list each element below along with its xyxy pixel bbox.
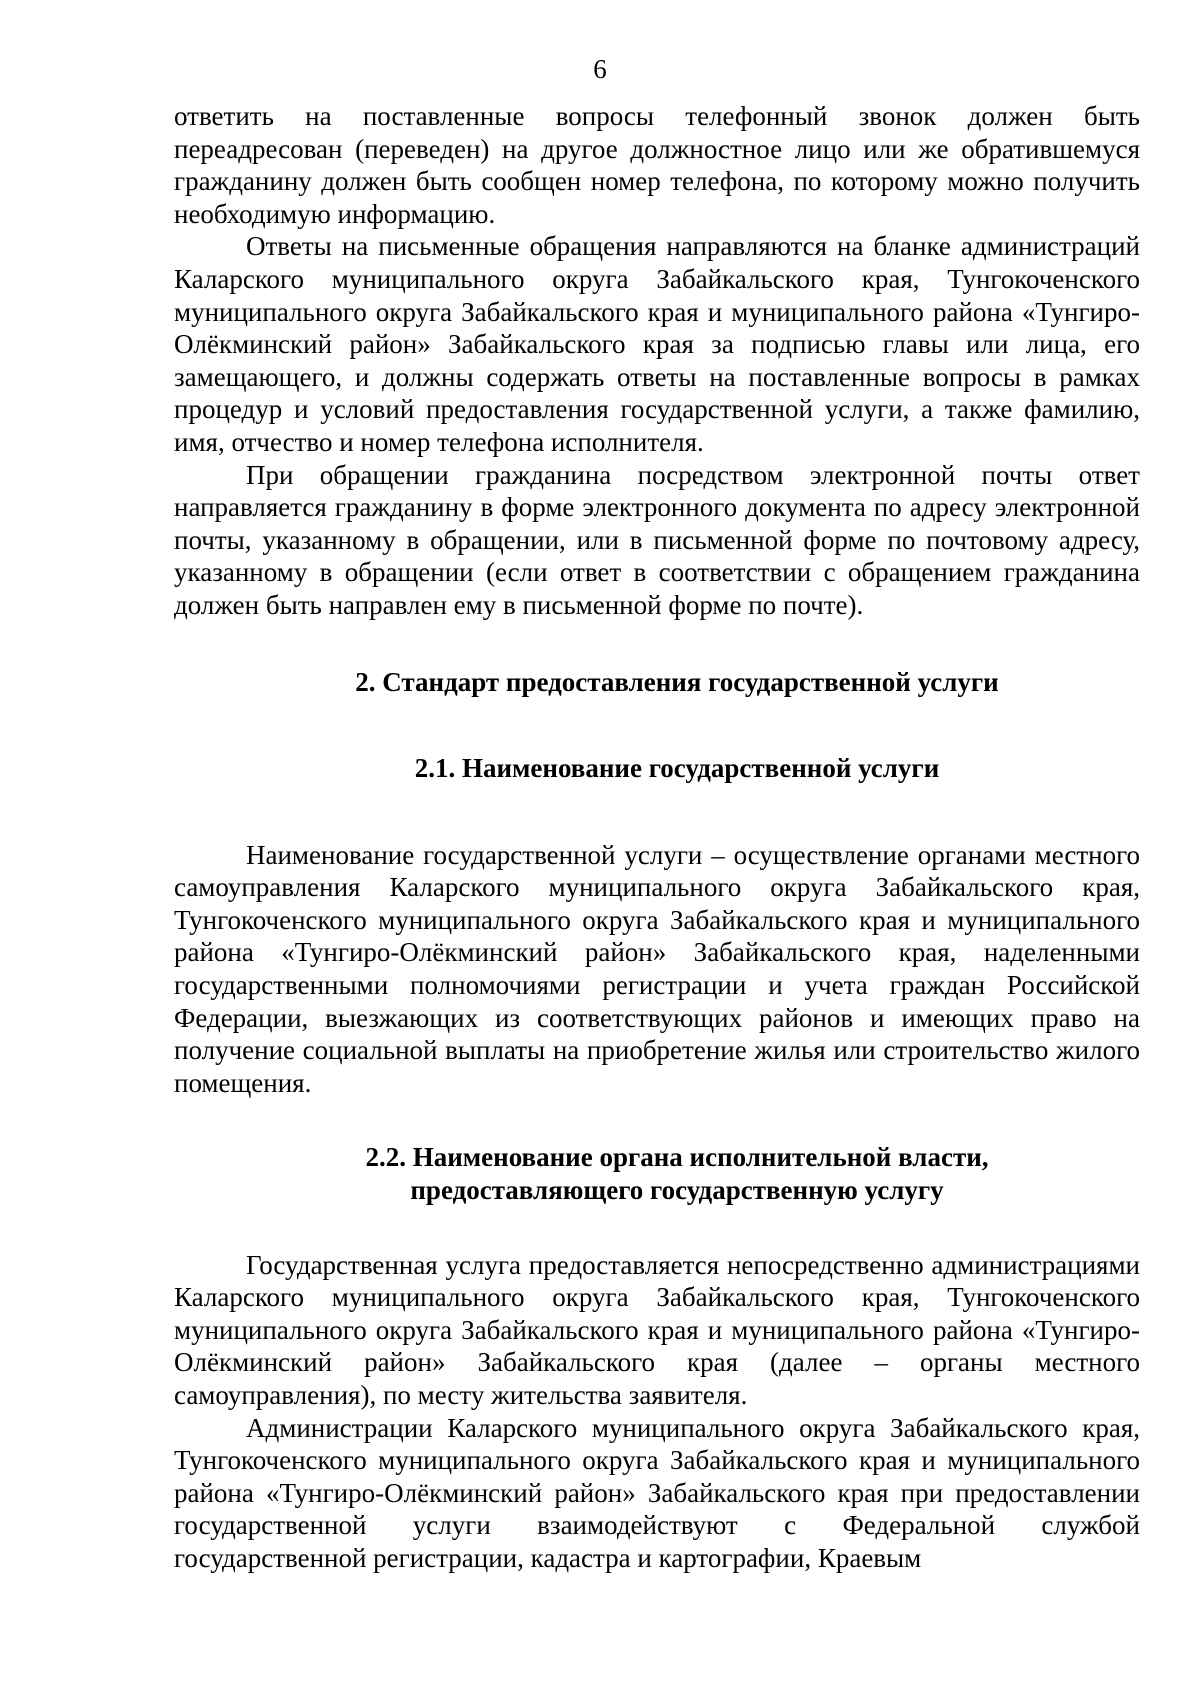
section-2-1-heading: 2.1. Наименование государственной услуги [414, 753, 940, 784]
paragraph-service-provider: Государственная услуга предоставляется непосредственно администрациями Каларского муниципального округа Забайкальского края, Тунгокоченского муниципального округа Забайкальского края и муниципального района «Тунгиро-Олёкминский район» Забайкальского края (далее – органы местного самоуправления), по месту жительства заявителя. [174, 1249, 1140, 1410]
section-2-2-heading-line2: предоставляющего государственную услугу [410, 1175, 944, 1206]
paragraph-service-name: Наименование государственной услуги – осуществление органами местного самоуправления Каларского муниципального округа Забайкальского края, Тунгокоченского муниципального округа Забайкальского края и муниципального района «Тунгиро-Олёкминский район» Забайкальского края, наделенными государственными полномочиями регистрации и учета граждан Российской Федерации, выезжающих из соответствующих районов и имеющих право на получение социальной выплаты на приобретение жилья или строительство жилого помещения. [174, 839, 1140, 1098]
page-number: 6 [593, 54, 607, 84]
section-2-heading: 2. Стандарт предоставления государственной услуги [355, 666, 999, 697]
paragraph-interaction: Администрации Каларского муниципального округа Забайкальского края, Тунгокоченского муниципального округа Забайкальского края и муниципального района «Тунгиро-Олёкминский район» Забайкальского края при предоставлении государственной услуги взаимодействуют с Федеральной службой государственной регистрации, кадастра и картографии, Краевым [174, 1412, 1140, 1573]
section-2-2-heading [174, 1141, 1140, 1206]
paragraph-continuation: ответить на поставленные вопросы телефонный звонок должен быть переадресован (переведен) на другое должностное лицо или же обратившемуся гражданину должен быть сообщен номер телефона, по которому можно получить необходимую информацию. [174, 101, 1140, 229]
document-body [174, 100, 1140, 1575]
section-2-2-heading-line1: 2.2. Наименование органа исполнительной власти, [365, 1142, 989, 1173]
paragraph-email-replies: При обращении гражданина посредством электронной почты ответ направляется гражданину в форме электронного документа по адресу электронной почты, указанному в обращении, или в письменной форме по почтовому адресу, указанному в обращении (если ответ в соответствии с обращением гражданина должен быть направлен ему в письменной форме по почте). [174, 459, 1140, 620]
paragraph-written-replies: Ответы на письменные обращения направляются на бланке администраций Каларского муниципального округа Забайкальского края, Тунгокоченского муниципального округа Забайкальского края и муниципального района «Тунгиро-Олёкминский район» Забайкальского края за подписью главы или лица, его замещающего, и должны содержать ответы на поставленные вопросы в рамках процедур и условий предоставления государственной услуги, а также фамилию, имя, отчество и номер телефона исполнителя. [174, 231, 1140, 457]
